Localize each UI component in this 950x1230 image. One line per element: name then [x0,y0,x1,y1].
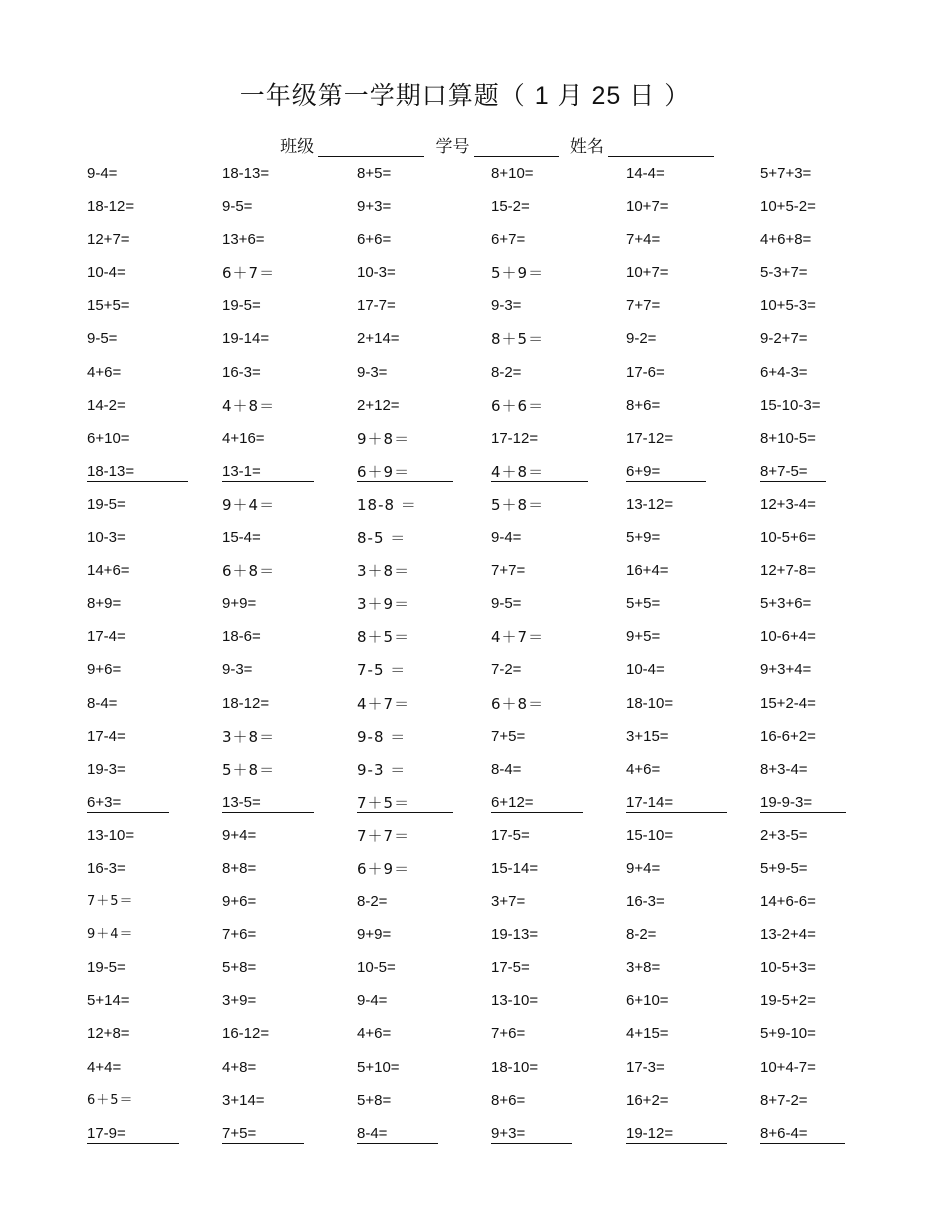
problem-cell: 15+2-4= [760,694,816,712]
problem-cell: 4+6= [626,760,661,778]
problem-row [87,292,887,325]
problem-cell: 9＋4＝ [87,927,134,943]
problem-cell: 10-4= [626,661,665,679]
problem-cell: 17-5= [491,826,530,844]
problem-cell: 12+3-4= [760,495,816,513]
problem-cell: 7-5 ＝ [357,661,407,680]
problem-cell: 10-5+6= [760,529,816,547]
problem-cell: 8＋5＝ [491,330,545,349]
problem-cell: 2+14= [357,330,400,348]
problem-cell: 10-3= [87,529,126,547]
student-info-line [0,132,950,157]
problem-cell: 7-2= [491,661,522,679]
problem-cell: 13-10= [87,826,135,844]
problem-cell: 4+6= [87,363,122,381]
problem-cell: 3＋8＝ [357,562,411,581]
problem-cell: 4＋8＝ [222,396,276,415]
problem-cell: 16-6+2= [760,727,816,745]
problem-cell: 9+9= [222,595,257,613]
problem-cell: 8+10-5= [760,429,816,447]
problem-cell: 17-14= [626,794,727,813]
problem-cell: 19-5= [87,495,126,513]
problem-cell: 8+7-2= [760,1091,808,1109]
problem-cell: 19-9-3= [760,794,846,813]
problem-cell: 6+4-3= [760,363,808,381]
problem-row [87,623,887,656]
problem-cell: 19-12= [626,1125,727,1144]
problem-cell: 8+9= [87,595,122,613]
problem-cell: 17-12= [626,429,674,447]
problem-cell: 6+3= [87,794,169,813]
problem-cell: 14+6-6= [760,893,816,911]
problem-cell: 9+9= [357,926,392,944]
problem-cell: 3+8= [626,959,661,977]
problem-cell: 12+8= [87,1025,130,1043]
problem-cell: 4+15= [626,1025,669,1043]
problem-cell: 16-3= [626,893,665,911]
problem-row [87,524,887,557]
problem-cell: 5＋9＝ [491,264,545,283]
problem-cell: 3+9= [222,992,257,1010]
problem-cell: 8+8= [222,859,257,877]
problem-row [87,921,887,954]
problem-cell: 5＋8＝ [491,495,545,514]
problem-cell: 9-2= [626,330,657,348]
problem-cell: 9-5= [491,595,522,613]
problem-cell: 17-4= [87,628,126,646]
problem-cell: 5+3+6= [760,595,812,613]
problem-row [87,1087,887,1120]
problem-cell: 7＋5＝ [87,894,134,910]
problem-cell: 5+9= [626,529,661,547]
problem-cell: 7+7= [491,562,526,580]
problem-cell: 6＋9＝ [357,859,411,878]
problem-cell: 8+5= [357,165,392,182]
problem-cell: 8+6-4= [760,1125,845,1144]
problem-cell: 5-3+7= [760,264,808,282]
problem-cell: 19-5+2= [760,992,816,1010]
problem-cell: 10-4= [87,264,126,282]
problem-cell: 5＋8＝ [222,760,276,779]
problem-cell: 7＋7＝ [357,826,411,845]
problem-cell: 10+5-2= [760,198,816,216]
problem-cell: 15-10-3= [760,396,821,414]
problem-cell: 6＋9＝ [357,463,453,482]
problem-cell: 12+7-8= [760,562,816,580]
problem-cell: 6+9= [626,463,706,482]
problem-row [87,325,887,358]
problem-row [87,756,887,789]
problem-cell: 13+6= [222,231,265,249]
problem-cell: 16-3= [222,363,261,381]
problem-cell: 2+3-5= [760,826,808,844]
class-label: 班级 [280,137,315,157]
problem-cell: 10+5-3= [760,297,816,315]
problem-cell: 7+5= [222,1125,304,1144]
problem-row [87,259,887,292]
problem-cell: 7＋5＝ [357,794,453,813]
problem-cell: 8-4= [491,760,522,778]
problem-row [87,888,887,921]
problem-cell: 9+6= [222,893,257,911]
problem-cell: 15-2= [491,198,530,216]
problem-cell: 17-9= [87,1125,179,1144]
problem-cell: 8+6= [491,1091,526,1109]
problem-cell: 19-5= [222,297,261,315]
problem-cell: 7+5= [491,727,526,745]
problem-cell: 15-14= [491,859,539,877]
problem-cell: 13-12= [626,495,674,513]
problem-row [87,1020,887,1053]
problem-cell: 8-4= [357,1125,438,1144]
problem-cell: 19-5= [87,959,126,977]
problem-cell: 9＋4＝ [222,495,276,514]
problem-cell: 3+15= [626,727,669,745]
problem-row [87,193,887,226]
problem-cell: 15-10= [626,826,674,844]
problem-row [87,458,887,491]
problem-cell: 7+4= [626,231,661,249]
problem-cell: 9＋8＝ [357,429,411,448]
problem-cell: 18-10= [491,1058,539,1076]
problem-cell: 6＋6＝ [491,396,545,415]
problem-cell: 9-3= [222,661,253,679]
problem-cell: 14-4= [626,165,665,182]
problem-row [87,954,887,987]
problem-row [87,590,887,623]
problem-cell: 9-5= [87,330,118,348]
problem-cell: 9-5= [222,198,253,216]
problem-cell: 8-5 ＝ [357,529,407,548]
problem-row [87,723,887,756]
problem-cell: 6+12= [491,794,583,813]
problem-cell: 9-4= [491,529,522,547]
problem-cell: 8+10= [491,165,534,182]
problem-cell: 5+5= [626,595,661,613]
problem-cell: 10+7= [626,264,669,282]
problem-row [87,491,887,524]
problem-cell: 6+10= [626,992,669,1010]
problem-cell: 4+4= [87,1058,122,1076]
problem-cell: 17-4= [87,727,126,745]
problem-cell: 8+6= [626,396,661,414]
problem-row [87,557,887,590]
problem-cell: 6+7= [491,231,526,249]
problem-cell: 18-13= [222,165,270,182]
problem-cell: 9+4= [626,859,661,877]
problem-cell: 3+7= [491,893,526,911]
problem-cell: 6＋8＝ [491,694,545,713]
problem-cell: 10+4-7= [760,1058,816,1076]
problem-cell: 19-14= [222,330,270,348]
problem-cell: 18-12= [87,198,135,216]
problem-cell: 8-4= [87,694,118,712]
problem-cell: 19-13= [491,926,539,944]
problem-cell: 10-5+3= [760,959,816,977]
problem-cell: 9+3= [357,198,392,216]
title-close: ） [664,81,691,110]
problem-cell: 10-5= [357,959,396,977]
problem-cell: 4＋8＝ [491,463,588,482]
problem-cell: 13-10= [491,992,539,1010]
title-date: 1 月 25 日 [534,82,656,110]
problem-cell: 8＋5＝ [357,628,411,647]
problem-cell: 4＋7＝ [491,628,545,647]
problem-cell: 9-3= [491,297,522,315]
problem-row [87,1120,887,1153]
problem-row [87,690,887,723]
problem-cell: 9+3+4= [760,661,812,679]
problem-cell: 9+4= [222,826,257,844]
problem-cell: 4+16= [222,429,265,447]
problem-cell: 14+6= [87,562,130,580]
problem-cell: 3＋8＝ [222,727,276,746]
problem-cell: 9+3= [491,1125,572,1144]
problem-cell: 6＋5＝ [87,1092,134,1108]
problem-cell: 2+12= [357,396,400,414]
problem-row [87,656,887,689]
problem-cell: 13-2+4= [760,926,816,944]
problem-cell: 17-3= [626,1058,665,1076]
problem-cell: 6＋8＝ [222,562,276,581]
problem-row [87,425,887,458]
class-blank[interactable] [318,138,424,157]
problem-cell: 5+9-5= [760,859,808,877]
problem-row [87,822,887,855]
problem-cell: 16+4= [626,562,669,580]
problem-cell: 18-6= [222,628,261,646]
problem-cell: 17-6= [626,363,665,381]
problem-cell: 15-4= [222,529,261,547]
problem-cell: 7+6= [222,926,257,944]
problem-cell: 9+6= [87,661,122,679]
problem-row [87,1054,887,1087]
problem-cell: 16+2= [626,1091,669,1109]
problem-cell: 9-3 ＝ [357,760,407,779]
problem-cell: 6+6= [357,231,392,249]
problem-cell: 17-5= [491,959,530,977]
problem-cell: 13-5= [222,794,314,813]
number-blank[interactable] [474,138,559,157]
problem-cell: 13-1= [222,463,314,482]
problem-cell: 8-2= [357,893,388,911]
problem-cell: 10-3= [357,264,396,282]
problem-cell: 7+6= [491,1025,526,1043]
problem-cell: 8+3-4= [760,760,808,778]
problem-cell: 5+8= [357,1091,392,1109]
problem-cell: 3+14= [222,1091,265,1109]
problem-cell: 5+7+3= [760,165,812,182]
problem-row [87,359,887,392]
problem-cell: 10-6+4= [760,628,816,646]
problem-cell: 17-12= [491,429,539,447]
problem-cell: 7+7= [626,297,661,315]
problem-cell: 16-3= [87,859,126,877]
problem-cell: 9-8 ＝ [357,727,407,746]
problem-cell: 9-4= [357,992,388,1010]
problem-cell: 5+14= [87,992,130,1010]
problem-cell: 4+8= [222,1058,257,1076]
problem-cell: 8+7-5= [760,463,826,482]
problem-cell: 18-13= [87,463,188,482]
problem-cell: 18-8 ＝ [357,495,417,514]
problem-cell: 8-2= [626,926,657,944]
problem-row [87,789,887,822]
problem-row [87,392,887,425]
problem-cell: 15+5= [87,297,130,315]
problem-cell: 14-2= [87,396,126,414]
problem-cell: 9-4= [87,165,118,182]
name-blank[interactable] [608,138,714,157]
page-title [0,76,930,112]
problem-cell: 18-10= [626,694,674,712]
problem-cell: 8-2= [491,363,522,381]
problem-cell: 3＋9＝ [357,595,411,614]
problem-cell: 9-2+7= [760,330,808,348]
problem-cell: 5+9-10= [760,1025,816,1043]
problem-row [87,226,887,259]
problem-cell: 6+10= [87,429,130,447]
problem-cell: 12+7= [87,231,130,249]
problem-cell: 4+6= [357,1025,392,1043]
problem-row [87,160,887,193]
problem-cell: 18-12= [222,694,270,712]
name-label: 姓名 [569,137,604,157]
problem-cell: 19-3= [87,760,126,778]
number-label: 学号 [435,137,470,157]
problem-cell: 6＋7＝ [222,264,276,283]
problem-cell: 9-3= [357,363,388,381]
problem-cell: 5+8= [222,959,257,977]
problem-cell: 4＋7＝ [357,694,411,713]
problem-row [87,855,887,888]
problem-cell: 5+10= [357,1058,400,1076]
problem-cell: 17-7= [357,297,396,315]
problem-cell: 4+6+8= [760,231,812,249]
problem-cell: 10+7= [626,198,669,216]
problem-grid [87,160,887,1153]
problem-cell: 16-12= [222,1025,270,1043]
problem-cell: 9+5= [626,628,661,646]
problem-row [87,987,887,1020]
title-text: 一年级第一学期口算题（ [239,81,526,110]
